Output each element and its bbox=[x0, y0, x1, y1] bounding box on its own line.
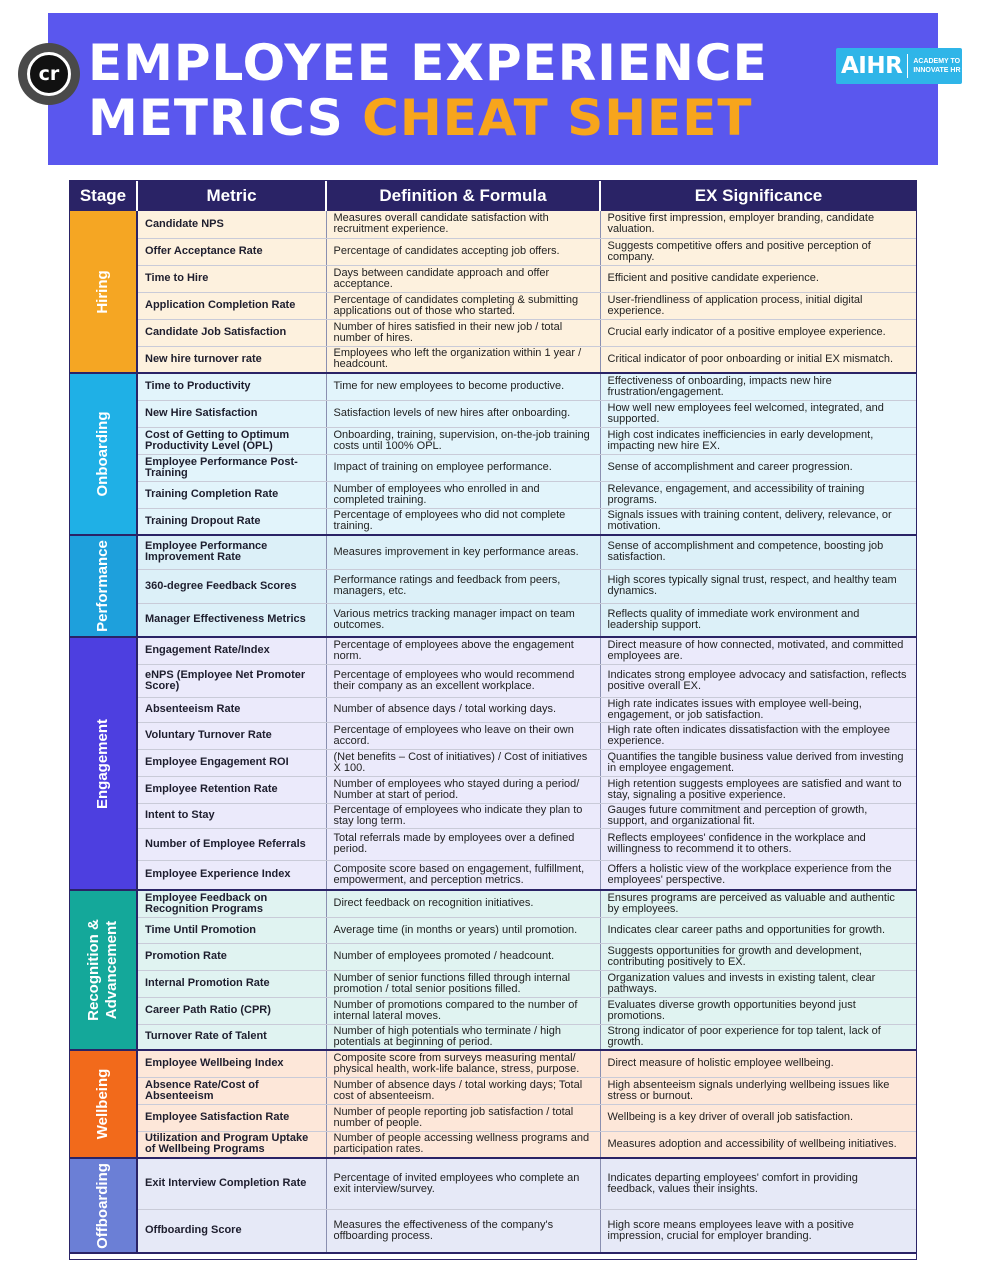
significance-cell: High score means employees leave with a positive impression, crucial for employer branding. bbox=[600, 1209, 916, 1253]
table-row bbox=[70, 238, 916, 265]
metric-cell: Employee Performance Post-Training bbox=[137, 454, 326, 481]
metric-cell: Manager Effectiveness Metrics bbox=[137, 603, 326, 637]
metric-cell: Employee Feedback on Recognition Programs bbox=[137, 890, 326, 917]
aihr-logo bbox=[836, 48, 962, 84]
definition-cell: Total referrals made by employees over a defined period. bbox=[326, 828, 600, 860]
definition-cell: Direct feedback on recognition initiatives. bbox=[326, 890, 600, 917]
metric-cell: Promotion Rate bbox=[137, 943, 326, 970]
table-row bbox=[70, 917, 916, 943]
table-row bbox=[70, 373, 916, 400]
definition-cell: (Net benefits – Cost of initiatives) / Cost of initiatives X 100. bbox=[326, 749, 600, 776]
significance-cell: Indicates clear career paths and opportunities for growth. bbox=[600, 917, 916, 943]
significance-cell: High rate often indicates dissatisfaction with the employee experience. bbox=[600, 722, 916, 749]
significance-cell: High rate indicates issues with employee well-being, engagement, or job satisfaction. bbox=[600, 697, 916, 722]
title-line-2 bbox=[88, 90, 752, 146]
metric-cell: Time Until Promotion bbox=[137, 917, 326, 943]
table-body bbox=[70, 211, 916, 1253]
table-row bbox=[70, 1077, 916, 1104]
definition-cell: Percentage of invited employees who complete an exit interview/survey. bbox=[326, 1158, 600, 1209]
definition-cell: Measures the effectiveness of the company's offboarding process. bbox=[326, 1209, 600, 1253]
table-row bbox=[70, 803, 916, 828]
metric-cell: eNPS (Employee Net Promoter Score) bbox=[137, 664, 326, 697]
table-row bbox=[70, 1104, 916, 1131]
metric-cell: Training Dropout Rate bbox=[137, 508, 326, 535]
significance-cell: High retention suggests employees are satisfied and want to stay, signaling a positive experience. bbox=[600, 776, 916, 803]
table-row bbox=[70, 292, 916, 319]
stage-cell bbox=[70, 890, 137, 1050]
metric-cell: Turnover Rate of Talent bbox=[137, 1024, 326, 1050]
definition-cell: Percentage of candidates accepting job offers. bbox=[326, 238, 600, 265]
significance-cell: Sense of accomplishment and career progression. bbox=[600, 454, 916, 481]
definition-cell: Employees who left the organization within 1 year / headcount. bbox=[326, 346, 600, 373]
metric-cell: Candidate NPS bbox=[137, 211, 326, 238]
table-row bbox=[70, 970, 916, 997]
table-row bbox=[70, 427, 916, 454]
significance-cell: Signals issues with training content, delivery, relevance, or motivation. bbox=[600, 508, 916, 535]
metric-cell: Training Completion Rate bbox=[137, 481, 326, 508]
definition-cell: Composite score based on engagement, fulfillment, empowerment, and perception metrics. bbox=[326, 860, 600, 890]
stage-cell bbox=[70, 1158, 137, 1253]
significance-cell: Evaluates diverse growth opportunities beyond just promotions. bbox=[600, 997, 916, 1024]
stage-label: Performance bbox=[94, 540, 111, 632]
significance-cell: High scores typically signal trust, respect, and healthy team dynamics. bbox=[600, 569, 916, 603]
table-row bbox=[70, 1050, 916, 1077]
metric-cell: Employee Wellbeing Index bbox=[137, 1050, 326, 1077]
stage-label: Onboarding bbox=[94, 411, 111, 497]
metric-cell: Employee Experience Index bbox=[137, 860, 326, 890]
metric-cell: New Hire Satisfaction bbox=[137, 400, 326, 427]
metric-cell: Absenteeism Rate bbox=[137, 697, 326, 722]
brand-separator bbox=[907, 54, 908, 78]
metric-cell: Exit Interview Completion Rate bbox=[137, 1158, 326, 1209]
stage-cell bbox=[70, 535, 137, 637]
definition-cell: Measures improvement in key performance areas. bbox=[326, 535, 600, 569]
significance-cell: Efficient and positive candidate experience. bbox=[600, 265, 916, 292]
table-row bbox=[70, 454, 916, 481]
definition-cell: Number of people reporting job satisfaction / total number of people. bbox=[326, 1104, 600, 1131]
metric-cell: Application Completion Rate bbox=[137, 292, 326, 319]
table-row bbox=[70, 1209, 916, 1253]
metric-cell: New hire turnover rate bbox=[137, 346, 326, 373]
metric-cell: Career Path Ratio (CPR) bbox=[137, 997, 326, 1024]
header-banner bbox=[48, 13, 961, 165]
definition-cell: Number of hires satisfied in their new job / total number of hires. bbox=[326, 319, 600, 346]
table-row bbox=[70, 697, 916, 722]
significance-cell: Positive first impression, employer branding, candidate valuation. bbox=[600, 211, 916, 238]
significance-cell: Relevance, engagement, and accessibility of training programs. bbox=[600, 481, 916, 508]
stage-cell bbox=[70, 637, 137, 890]
definition-cell: Impact of training on employee performance. bbox=[326, 454, 600, 481]
metric-cell: Cost of Getting to Optimum Productivity Level (OPL) bbox=[137, 427, 326, 454]
significance-cell: Wellbeing is a key driver of overall job satisfaction. bbox=[600, 1104, 916, 1131]
significance-cell: Ensures programs are perceived as valuable and authentic by employees. bbox=[600, 890, 916, 917]
definition-cell: Percentage of employees above the engagement norm. bbox=[326, 637, 600, 664]
metric-cell: Absence Rate/Cost of Absenteeism bbox=[137, 1077, 326, 1104]
stage-label: Hiring bbox=[94, 269, 111, 314]
significance-cell: Measures adoption and accessibility of wellbeing initiatives. bbox=[600, 1131, 916, 1158]
cr-logo-icon bbox=[18, 43, 80, 105]
significance-cell: High absenteeism signals underlying wellbeing issues like stress or burnout. bbox=[600, 1077, 916, 1104]
significance-cell: Direct measure of how connected, motivated, and committed employees are. bbox=[600, 637, 916, 664]
definition-cell: Number of senior functions filled through internal promotion / total senior positions filled. bbox=[326, 970, 600, 997]
metric-cell: Candidate Job Satisfaction bbox=[137, 319, 326, 346]
metric-cell: Time to Productivity bbox=[137, 373, 326, 400]
column-header-significance: EX Significance bbox=[600, 180, 916, 211]
stage-cell bbox=[70, 1050, 137, 1158]
significance-cell: Indicates strong employee advocacy and satisfaction, reflects positive overall EX. bbox=[600, 664, 916, 697]
column-header-definition: Definition & Formula bbox=[326, 180, 600, 211]
table-row bbox=[70, 535, 916, 569]
definition-cell: Number of promotions compared to the number of internal lateral moves. bbox=[326, 997, 600, 1024]
table-header-row bbox=[70, 180, 916, 211]
definition-cell: Number of employees who enrolled in and completed training. bbox=[326, 481, 600, 508]
stage-label: Offboarding bbox=[94, 1162, 111, 1249]
significance-cell: Indicates departing employees' comfort in providing feedback, values their insights. bbox=[600, 1158, 916, 1209]
definition-cell: Various metrics tracking manager impact on team outcomes. bbox=[326, 603, 600, 637]
title-accent: CHEAT SHEET bbox=[362, 89, 753, 147]
metric-cell: Utilization and Program Uptake of Wellbeing Programs bbox=[137, 1131, 326, 1158]
metric-cell: Employee Retention Rate bbox=[137, 776, 326, 803]
significance-cell: Effectiveness of onboarding, impacts new hire frustration/engagement. bbox=[600, 373, 916, 400]
title-line-1: EMPLOYEE EXPERIENCE bbox=[88, 34, 768, 92]
metric-cell: Number of Employee Referrals bbox=[137, 828, 326, 860]
definition-cell: Number of employees promoted / headcount. bbox=[326, 943, 600, 970]
metric-cell: Engagement Rate/Index bbox=[137, 637, 326, 664]
definition-cell: Number of high potentials who terminate / high potentials at beginning of period. bbox=[326, 1024, 600, 1050]
table-row bbox=[70, 749, 916, 776]
definition-cell: Percentage of candidates completing & submitting applications out of those who started. bbox=[326, 292, 600, 319]
table-row bbox=[70, 637, 916, 664]
significance-cell: Offers a holistic view of the workplace experience from the employees' perspective. bbox=[600, 860, 916, 890]
table-row bbox=[70, 943, 916, 970]
metric-cell: Internal Promotion Rate bbox=[137, 970, 326, 997]
definition-cell: Composite score from surveys measuring mental/ physical health, work-life balance, stress, purpose. bbox=[326, 1050, 600, 1077]
definition-cell: Days between candidate approach and offer acceptance. bbox=[326, 265, 600, 292]
significance-cell: Crucial early indicator of a positive employee experience. bbox=[600, 319, 916, 346]
definition-cell: Satisfaction levels of new hires after onboarding. bbox=[326, 400, 600, 427]
definition-cell: Number of absence days / total working days. bbox=[326, 697, 600, 722]
metric-cell: 360-degree Feedback Scores bbox=[137, 569, 326, 603]
definition-cell: Time for new employees to become productive. bbox=[326, 373, 600, 400]
table-row bbox=[70, 211, 916, 238]
definition-cell: Average time (in months or years) until promotion. bbox=[326, 917, 600, 943]
metric-cell: Employee Engagement ROI bbox=[137, 749, 326, 776]
table-row bbox=[70, 890, 916, 917]
stage-cell bbox=[70, 211, 137, 373]
metric-cell: Employee Satisfaction Rate bbox=[137, 1104, 326, 1131]
table-row bbox=[70, 481, 916, 508]
table-row bbox=[70, 508, 916, 535]
definition-cell: Percentage of employees who would recommend their company as an excellent workplace. bbox=[326, 664, 600, 697]
significance-cell: Sense of accomplishment and competence, boosting job satisfaction. bbox=[600, 535, 916, 569]
column-header-stage: Stage bbox=[70, 180, 137, 211]
definition-cell: Number of employees who stayed during a period/ Number at start of period. bbox=[326, 776, 600, 803]
definition-cell: Percentage of employees who indicate they plan to stay long term. bbox=[326, 803, 600, 828]
significance-cell: Suggests competitive offers and positive perception of company. bbox=[600, 238, 916, 265]
significance-cell: Quantifies the tangible business value derived from investing in employee engagement. bbox=[600, 749, 916, 776]
table-row bbox=[70, 722, 916, 749]
definition-cell: Number of absence days / total working days; Total cost of absenteeism. bbox=[326, 1077, 600, 1104]
table-row bbox=[70, 603, 916, 637]
table-row bbox=[70, 265, 916, 292]
significance-cell: Critical indicator of poor onboarding or initial EX mismatch. bbox=[600, 346, 916, 373]
table-row bbox=[70, 1158, 916, 1209]
table-row bbox=[70, 776, 916, 803]
significance-cell: Organization values and invests in existing talent, clear pathways. bbox=[600, 970, 916, 997]
definition-cell: Onboarding, training, supervision, on-the-job training costs until 100% OPL. bbox=[326, 427, 600, 454]
metric-cell: Intent to Stay bbox=[137, 803, 326, 828]
table-row bbox=[70, 828, 916, 860]
significance-cell: High cost indicates inefficiencies in early development, impacting new hire EX. bbox=[600, 427, 916, 454]
table-row bbox=[70, 569, 916, 603]
definition-cell: Percentage of employees who leave on their own accord. bbox=[326, 722, 600, 749]
significance-cell: Strong indicator of poor experience for top talent, lack of growth. bbox=[600, 1024, 916, 1050]
cr-badge: cr bbox=[27, 52, 71, 96]
metric-cell: Offboarding Score bbox=[137, 1209, 326, 1253]
brand-name: AIHR bbox=[841, 53, 903, 79]
stage-label: Engagement bbox=[94, 718, 111, 809]
metrics-table bbox=[70, 180, 917, 1254]
significance-cell: Suggests opportunities for growth and development, contributing positively to EX. bbox=[600, 943, 916, 970]
table-row bbox=[70, 346, 916, 373]
table-row bbox=[70, 860, 916, 890]
metric-cell: Voluntary Turnover Rate bbox=[137, 722, 326, 749]
stage-label: Wellbeing bbox=[94, 1068, 111, 1140]
table-row bbox=[70, 1024, 916, 1050]
significance-cell: Reflects employees' confidence in the workplace and willingness to recommend it to others. bbox=[600, 828, 916, 860]
stage-cell bbox=[70, 373, 137, 535]
metric-cell: Offer Acceptance Rate bbox=[137, 238, 326, 265]
significance-cell: How well new employees feel welcomed, integrated, and supported. bbox=[600, 400, 916, 427]
table-row bbox=[70, 319, 916, 346]
definition-cell: Measures overall candidate satisfaction with recruitment experience. bbox=[326, 211, 600, 238]
table-row bbox=[70, 664, 916, 697]
table-row bbox=[70, 997, 916, 1024]
metric-cell: Time to Hire bbox=[137, 265, 326, 292]
title-line-2-part-a: METRICS bbox=[88, 89, 363, 147]
significance-cell: Gauges future commitment and perception of growth, support, and organizational fit. bbox=[600, 803, 916, 828]
significance-cell: User-friendliness of application process, initial digital experience. bbox=[600, 292, 916, 319]
definition-cell: Number of people accessing wellness programs and participation rates. bbox=[326, 1131, 600, 1158]
definition-cell: Performance ratings and feedback from peers, managers, etc. bbox=[326, 569, 600, 603]
table-row bbox=[70, 400, 916, 427]
definition-cell: Percentage of employees who did not complete training. bbox=[326, 508, 600, 535]
column-header-metric: Metric bbox=[137, 180, 326, 211]
significance-cell: Direct measure of holistic employee wellbeing. bbox=[600, 1050, 916, 1077]
brand-tagline: ACADEMY TO INNOVATE HR bbox=[913, 58, 961, 74]
metric-cell: Employee Performance Improvement Rate bbox=[137, 535, 326, 569]
table-row bbox=[70, 1131, 916, 1158]
stage-label: Recognition & Advancement bbox=[85, 919, 120, 1021]
significance-cell: Reflects quality of immediate work environment and leadership support. bbox=[600, 603, 916, 637]
